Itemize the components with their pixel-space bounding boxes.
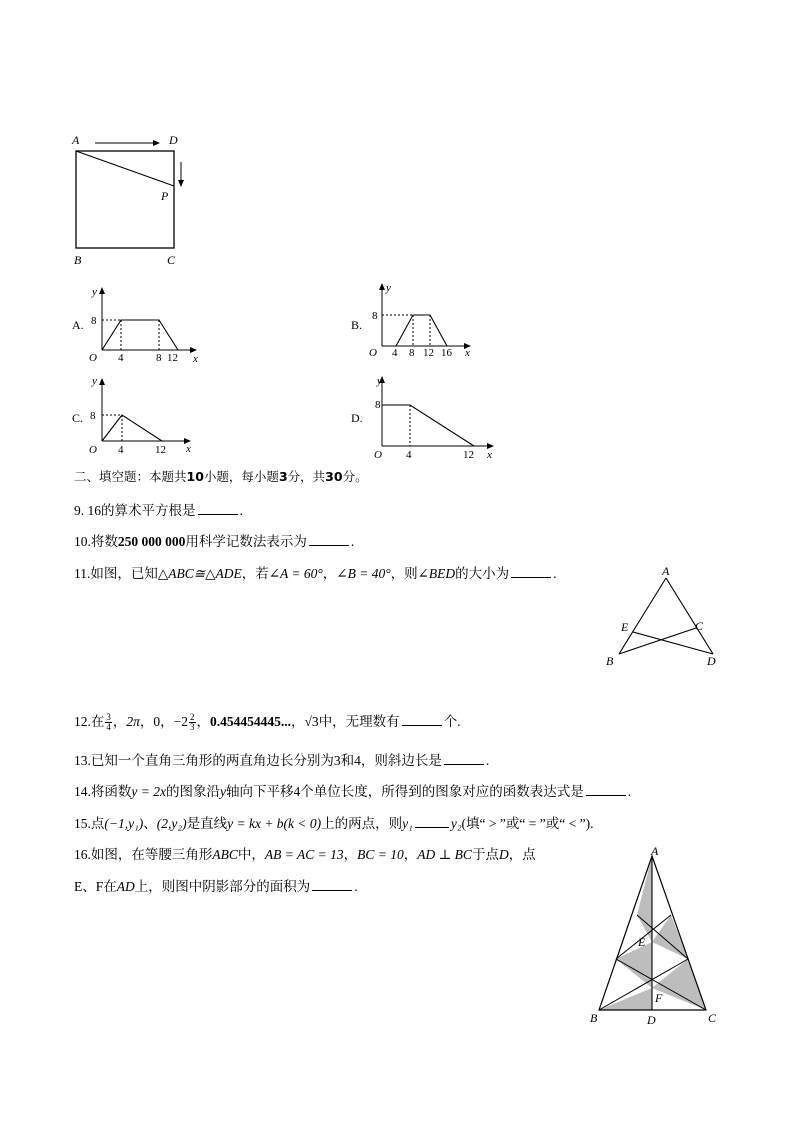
graph-c-line [102, 415, 162, 441]
shade-2 [652, 915, 688, 959]
option-c-label: C. [72, 411, 84, 425]
axis-x-label: x [186, 443, 191, 455]
tick-x-8: 8 [409, 347, 415, 359]
shade-3 [616, 942, 652, 988]
option-a-label: A. [72, 318, 84, 332]
axis-y-label: y [386, 282, 391, 294]
tick-x-12: 12 [155, 444, 166, 456]
label-b: B [74, 253, 82, 267]
question-14: 14.将函数y = 2x的图象沿y轴向下平移4个单位长度，所得到的图象对应的函数表达式是 . [74, 784, 632, 799]
shade-1 [637, 856, 652, 942]
label-d: D [647, 1013, 656, 1027]
option-c-graph [70, 370, 200, 456]
label-e: E [638, 935, 646, 949]
question-16-line-2: E、F在AD上，则图中阴影部分的面积为 . [74, 879, 358, 894]
tick-y-8: 8 [90, 410, 96, 422]
graph-a-line [102, 320, 178, 350]
label-c: C [695, 619, 704, 633]
section-heading: 二、填空题：本题共10小题，每小题3分，共30分。 [74, 469, 368, 484]
arrow-down-head [178, 180, 184, 187]
tick-y-8: 8 [372, 310, 378, 322]
label-b: B [606, 654, 614, 668]
axis-x-label: x [193, 353, 198, 364]
question-10: 10.将数250 000 000用科学记数法表示为 . [74, 534, 355, 549]
label-c: C [708, 1011, 717, 1025]
option-b-graph [350, 277, 490, 363]
label-b: B [590, 1011, 598, 1025]
option-b-label: B. [351, 318, 363, 332]
option-d-graph [350, 370, 500, 462]
square-figure [60, 130, 200, 270]
tick-x-12: 12 [167, 352, 178, 364]
tick-x-4: 4 [406, 449, 412, 461]
fraction-3-4: $\frac{3}{4}$ [106, 712, 111, 733]
label-d: D [707, 654, 716, 668]
tick-x-12: 12 [463, 449, 474, 461]
fraction-2-3: $\frac{2}{3}$ [190, 712, 195, 733]
tick-x-16: 16 [441, 347, 452, 359]
axis-y-label: y [92, 286, 97, 298]
origin-label: O [374, 449, 382, 461]
answer-blank[interactable] [444, 752, 484, 765]
label-c: C [167, 253, 176, 267]
tick-y-8: 8 [375, 399, 381, 411]
label-a: A [72, 133, 80, 147]
label-a: A [662, 564, 670, 578]
tick-x-4: 4 [118, 444, 124, 456]
label-e: E [621, 620, 629, 634]
origin-label: O [89, 444, 97, 456]
label-a: A [651, 844, 659, 858]
answer-blank[interactable] [586, 783, 626, 796]
answer-blank[interactable] [511, 565, 551, 578]
graph-b-line [382, 315, 447, 346]
axis-y-label: y [377, 375, 382, 387]
q11-triangle-figure [600, 562, 730, 674]
shade-5 [599, 988, 652, 1010]
question-11: 11.如图，已知△ABC≅△ADE，若∠A = 60°，∠B = 40°，则∠BED的大小为 . [74, 566, 557, 581]
tick-y-8: 8 [91, 315, 97, 327]
tick-x-4: 4 [118, 352, 124, 364]
option-a-graph [70, 282, 210, 364]
question-9: 9. 16的算术平方根是 . [74, 503, 243, 518]
tick-x-12: 12 [423, 347, 434, 359]
question-12: 12.在 $\frac{3}{4}$ ，2π，0，−2 $\frac{2}{3}$ ，0.454454445...，√3中，无理数有 个. [74, 712, 461, 733]
answer-blank[interactable] [402, 713, 442, 726]
option-d-label: D. [351, 411, 363, 425]
answer-blank[interactable] [309, 533, 349, 546]
segment-ap [76, 151, 174, 186]
tick-x-4: 4 [392, 347, 398, 359]
q16-triangle-figure [580, 842, 730, 1032]
question-16: 16.如图，在等腰三角形ABC中，AB = AC = 13，BC = 10，AD ⊥ BC于点D，点 [74, 847, 536, 862]
axis-x-label: x [465, 347, 470, 359]
arrow-right-head [153, 140, 160, 146]
axis-y-label: y [92, 375, 97, 387]
question-15: 15.点(−1,y₁)、(2,y₂)是直线y = kx + b(k < 0)上的两点，则y₁ y₂(填“ > ”或“ = ”或“ < ”). [74, 816, 594, 831]
origin-label: O [89, 352, 97, 364]
label-p: P [161, 189, 169, 203]
graph-d-line [382, 405, 474, 446]
axis-x-label: x [487, 449, 492, 461]
label-f: F [655, 991, 663, 1005]
label-d: D [169, 133, 178, 147]
question-13: 13.已知一个直角三角形的两直角边长分别为3和4，则斜边长是 . [74, 753, 490, 768]
answer-blank[interactable] [415, 815, 449, 828]
answer-blank[interactable] [312, 878, 352, 891]
answer-blank[interactable] [198, 502, 238, 515]
square-abcd [76, 151, 174, 248]
origin-label: O [369, 347, 377, 359]
tick-x-8: 8 [156, 352, 162, 364]
